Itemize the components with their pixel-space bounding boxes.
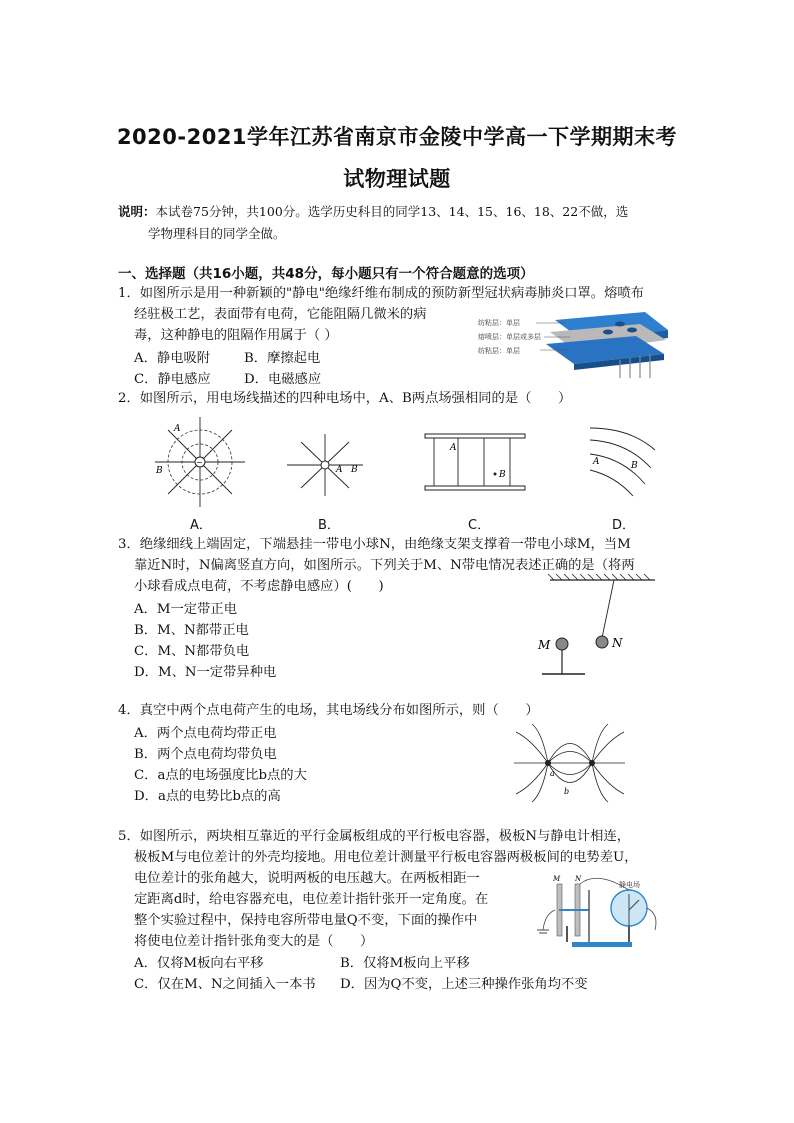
electrometer-label: 静电场 [619, 881, 640, 889]
svg-text:N: N [612, 636, 623, 650]
q5-line2: 极板M与电位差计的外壳均接地。用电位差计测量平行板电容器两极板间的电势差U， [134, 850, 638, 865]
q1-line1: 1．如图所示是用一种新颖的"静电"绝缘纤维布制成的预防新型冠状病毒肺炎口罩。熔喷布 [118, 286, 644, 301]
q3-option-c: C．M、N都带负电 [134, 644, 250, 659]
svg-text:B: B [156, 466, 163, 476]
exam-note [118, 201, 688, 245]
q5-option-c: C．仅在M、N之间插入一本书 [134, 977, 316, 992]
q3-line2: 靠近N时，N偏离竖直方向，如图所示。下列关于M、N带电情况表述正确的是（将两 [134, 558, 635, 573]
pendulum-figure [530, 574, 660, 684]
svg-text:B: B [351, 465, 358, 475]
svg-text:−: − [196, 458, 203, 467]
q3-option-b: B．M、N都带正电 [134, 623, 249, 638]
q4-option-a: A．两个点电荷均带正电 [134, 726, 277, 741]
mask-layer-figure [470, 310, 670, 380]
note-line1: 本试卷75分钟，共100分。选学历史科目的同学13、14、15、16、18、22不做，选 [155, 204, 629, 219]
field-diagram-c [420, 430, 530, 500]
q5-option-b: B．仅将M板向上平移 [340, 956, 470, 971]
svg-text:N: N [575, 875, 582, 883]
svg-text:b: b [564, 787, 570, 796]
page-title: 2020-2021学年江苏省南京市金陵中学高一下学期期末考 [116, 125, 678, 149]
q4-stem: 4．真空中两个点电荷产生的电场，其电场线分布如图所示，则（ ） [118, 703, 539, 718]
svg-text:A: A [336, 465, 343, 475]
svg-text:M: M [553, 875, 561, 883]
q5-line6: 将使电位差计指针张角变大的是（ ） [134, 934, 374, 949]
q5-line5: 整个实验过程中，保持电容所带电量Q不变，下面的操作中 [134, 913, 478, 928]
q1-line3: 毒，这种静电的阻隔作用属于（ ） [134, 328, 338, 343]
q5-line1: 5．如图所示，两块相互靠近的平行金属板组成的平行板电容器，极板N与静电计相连， [118, 829, 631, 844]
fig-label-top: 纺粘层：单层 [478, 319, 520, 327]
q5-line4: 定距离d时，给电容器充电，电位差计指针张开一定角度。在 [134, 892, 489, 907]
q3-option-d: D．M、N一定带异种电 [134, 665, 277, 680]
q2-stem: 2．如图所示，用电场线描述的四种电场中，A、B两点场强相同的是（ ） [118, 391, 572, 406]
field-diagram-d [585, 420, 660, 500]
svg-text:B: B [631, 461, 638, 471]
q1-option-b: B．摩擦起电 [244, 351, 321, 366]
q2-label-a: A． [190, 518, 212, 533]
svg-text:A: A [593, 457, 600, 467]
svg-text:A: A [450, 443, 457, 453]
q1-option-a: A．静电吸附 [134, 351, 211, 366]
svg-text:A: A [174, 424, 181, 434]
q2-label-c: C． [468, 518, 491, 533]
q4-option-b: B．两个点电荷均带负电 [134, 747, 277, 762]
q3-option-a: A．M一定带正电 [134, 602, 237, 617]
q3-line3: 小球看成点电荷，不考虑静电感应）( ) [134, 579, 384, 594]
dipole-field-figure [512, 722, 627, 804]
q2-label-b: B． [318, 518, 340, 533]
field-diagram-b [283, 432, 373, 502]
field-diagram-a [150, 415, 260, 515]
section-heading: 一、选择题（共16小题，共48分，每小题只有一个符合题意的选项） [118, 266, 534, 282]
q1-option-d: D．电磁感应 [244, 372, 322, 387]
q4-option-c: C．a点的电场强度比b点的大 [134, 768, 307, 783]
fig-label-bot: 纺粘层：单层 [478, 347, 520, 355]
page-title-line2: 试物理试题 [343, 167, 451, 191]
note-line2: 学物理科目的同学全做。 [148, 226, 286, 241]
q2-label-d: D． [612, 518, 636, 533]
q4-option-d: D．a点的电势比b点的高 [134, 789, 281, 804]
q1-option-c: C．静电感应 [134, 372, 211, 387]
q5-option-d: D．因为Q不变，上述三种操作张角均不变 [340, 977, 588, 992]
capacitor-electrometer-figure [527, 870, 667, 950]
q1-line2: 经驻极工艺，表面带有电荷，它能阻隔几微米的病 [134, 307, 427, 322]
svg-text:M: M [538, 638, 551, 652]
svg-text:a: a [550, 769, 555, 778]
fig-label-mid: 熔喷层：单层或多层 [478, 333, 541, 341]
q3-line1: 3．绝缘细线上端固定，下端悬挂一带电小球N，由绝缘支架支撑着一带电小球M，当M [118, 537, 631, 552]
q5-line3: 电位差计的张角越大，说明两板的电压越大。在两板相距一 [134, 871, 480, 886]
svg-text:B: B [499, 470, 506, 480]
note-label: 说明： [118, 204, 156, 219]
q5-option-a: A．仅将M板向右平移 [134, 956, 264, 971]
